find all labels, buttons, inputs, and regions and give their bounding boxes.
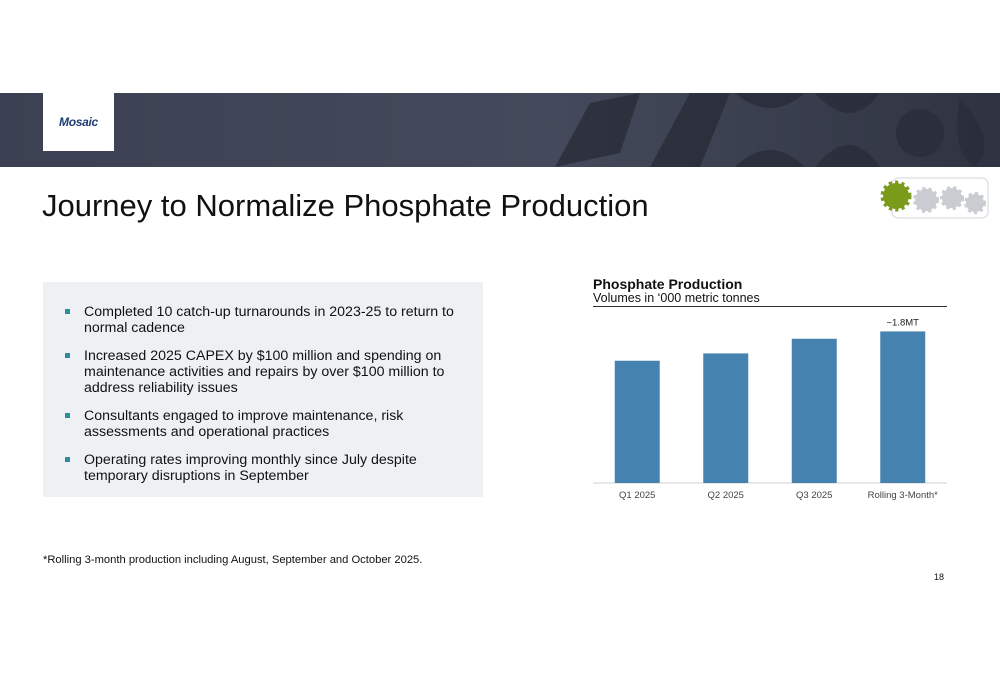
chart-title-rule [593, 306, 947, 307]
bullet-panel [43, 282, 483, 497]
bullet-text: Completed 10 catch-up turnarounds in 2023-25 to return to normal cadence [84, 304, 454, 336]
bullet-text: Increased 2025 CAPEX by $100 million and spending on maintenance activities and repairs by over $100 million to address reliability issues [84, 348, 445, 396]
header-banner [0, 93, 1000, 167]
bar-q3-2025 [792, 339, 837, 483]
chart-title: Phosphate Production [593, 276, 743, 292]
banner-pattern [0, 93, 1000, 167]
bullet-square-icon [65, 457, 70, 462]
page-title: Journey to Normalize Phosphate Production [42, 188, 649, 223]
bullet-list [65, 304, 460, 496]
gear-active-icon [883, 183, 909, 209]
bullet-text: Operating rates improving monthly since July despite temporary disruptions in September [84, 452, 417, 484]
bullet-square-icon [65, 353, 70, 358]
page-number: 18 [934, 572, 945, 582]
mosaic-logo [43, 93, 114, 151]
bullet-square-icon [65, 309, 70, 314]
bullet-item [65, 408, 460, 440]
x-tick-label: Q2 2025 [707, 490, 744, 501]
logo-wordmark: Mosaic [59, 115, 98, 129]
x-tick-label: Rolling 3-Month* [867, 490, 938, 501]
footnote: *Rolling 3-month production including August, September and October 2025. [43, 554, 423, 566]
bullet-square-icon [65, 413, 70, 418]
bullet-item [65, 452, 460, 484]
process-gears-icon [878, 176, 990, 222]
bar-q2-2025 [703, 353, 748, 483]
data-label: ~1.8MT [886, 317, 919, 329]
bullet-text: Consultants engaged to improve maintenance, risk assessments and operational practices [84, 408, 404, 440]
bar-q1-2025 [615, 361, 660, 483]
x-tick-label: Q1 2025 [619, 490, 656, 501]
chart-subtitle: Volumes in ‘000 metric tonnes [593, 291, 760, 305]
bar-rolling-3-month [880, 331, 925, 483]
x-tick-label: Q3 2025 [796, 490, 833, 501]
bullet-item [65, 304, 460, 336]
phosphate-production-chart [593, 310, 953, 505]
bullet-item [65, 348, 460, 396]
